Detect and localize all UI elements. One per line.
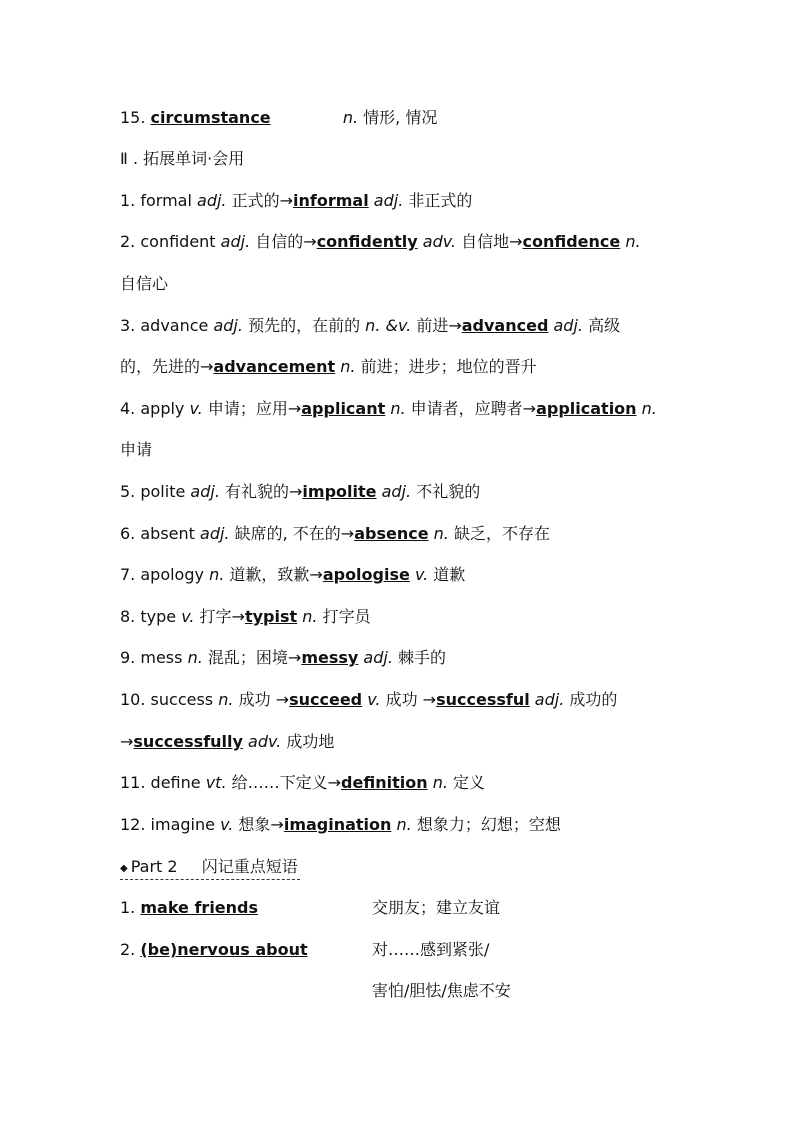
diamond-icon: ◆	[120, 863, 128, 874]
phrase-item-2-cont: 害怕/胆怯/焦虑不安	[372, 981, 511, 1000]
vocab-line-15: 15. circumstance n. 情形, 情况	[120, 108, 438, 127]
answer-text: messy	[301, 648, 359, 667]
vocab-line-8: 8. type v. 打字→typist n. 打字员	[120, 607, 371, 626]
answer-text: absence	[354, 524, 429, 543]
vocab-line-4: 4. apply v. 申请；应用→applicant n. 申请者，应聘者→application n.	[120, 399, 657, 418]
answer-text: advancement	[213, 357, 336, 376]
answer-text: advanced	[461, 316, 549, 335]
vocab-line-10-cont: →successfully adv. 成功地	[120, 732, 335, 751]
phrase-item-2: 2. (be)nervous about 对……感到紧张/	[120, 940, 490, 959]
answer-text: successfully	[133, 732, 243, 751]
answer-text: impolite	[302, 482, 377, 501]
vocab-line-11: 11. define vt. 给……下定义→definition n. 定义	[120, 773, 486, 792]
vocab-line-3-cont: 的，先进的→advancement n. 前进；进步；地位的晋升	[120, 357, 537, 376]
answer-text: successful	[436, 690, 530, 709]
answer-text: succeed	[289, 690, 363, 709]
answer-text: typist	[244, 607, 298, 626]
answer-text: apologise	[322, 565, 410, 584]
vocab-line-4-cont: 申请	[120, 440, 153, 459]
section-title: Ⅱ . 拓展单词·会用	[120, 149, 245, 168]
answer-text: confidently	[316, 232, 418, 251]
vocab-line-1: 1. formal adj. 正式的→informal adj. 非正式的	[120, 191, 473, 210]
vocab-line-9: 9. mess n. 混乱；困境→messy adj. 棘手的	[120, 648, 447, 667]
answer-text: make friends	[140, 898, 259, 917]
vocab-line-12: 12. imagine v. 想象→imagination n. 想象力；幻想；空想	[120, 815, 561, 834]
part2-heading: ◆ Part 2 闪记重点短语	[120, 855, 300, 880]
answer-text: informal	[293, 191, 369, 210]
vocab-line-5: 5. polite adj. 有礼貌的→impolite adj. 不礼貌的	[120, 482, 481, 501]
answer-text: application	[536, 399, 637, 418]
phrase-item-1: 1. make friends 交朋友；建立友谊	[120, 898, 501, 917]
answer-text: circumstance	[150, 108, 271, 127]
vocab-line-2-cont: 自信心	[120, 274, 169, 293]
answer-text: definition	[341, 773, 428, 792]
vocab-line-10: 10. success n. 成功 →succeed v. 成功 →successful adj. 成功的	[120, 690, 618, 709]
answer-text: (be)nervous about	[140, 940, 308, 959]
vocab-line-2: 2. confident adj. 自信的→confidently adv. 自信地→confidence n.	[120, 232, 641, 251]
answer-text: confidence	[522, 232, 621, 251]
vocab-line-6: 6. absent adj. 缺席的, 不在的→absence n. 缺乏，不存在	[120, 524, 550, 543]
vocab-line-7: 7. apology n. 道歉，致歉→apologise v. 道歉	[120, 565, 466, 584]
answer-text: applicant	[301, 399, 386, 418]
vocab-line-3: 3. advance adj. 预先的，在前的 n. &v. 前进→advanced adj. 高级	[120, 316, 621, 335]
answer-text: imagination	[283, 815, 392, 834]
